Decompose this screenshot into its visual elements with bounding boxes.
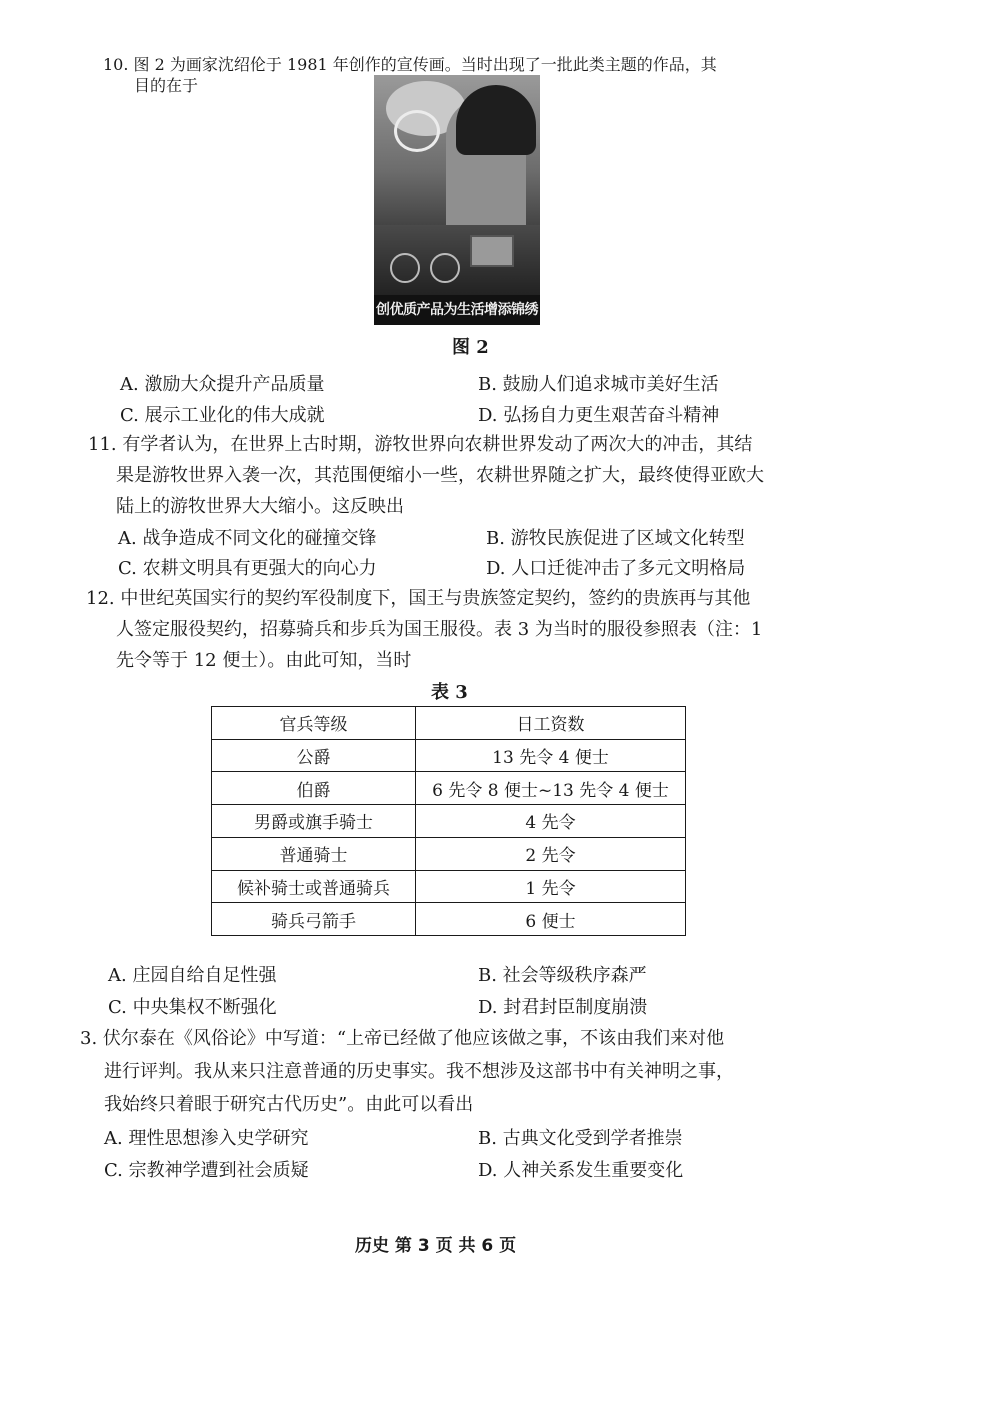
q10-option-d: D. 弘扬自力更生艰苦奋斗精神: [478, 405, 720, 426]
table-row: [212, 903, 686, 936]
table-row: [212, 805, 686, 838]
q10-stem-line2: 目的在于: [134, 76, 199, 95]
q10-option-a: A. 激励大众提升产品质量: [120, 374, 325, 395]
service-pay-table: [211, 706, 686, 936]
q10-option-b: B. 鼓励人们追求城市美好生活: [478, 374, 719, 395]
q12-stem-line2: 人签定服役契约，招募骑兵和步兵为国王服役。表 3 为当时的服役参照表（注：1: [116, 619, 763, 640]
poster-bicycle-wheel: [390, 253, 420, 283]
table-row: [212, 772, 686, 805]
poster-caption: 创优质产品为生活增添锦绣: [374, 295, 540, 325]
table-row: [212, 837, 686, 870]
q13-stem-line1: 3. 伏尔泰在《风俗论》中写道：“上帝已经做了他应该做之事，不该由我们来对他: [80, 1028, 725, 1049]
propaganda-poster-image: [374, 75, 540, 325]
poster-woman-hair: [456, 85, 536, 155]
table-cell-rank: 伯爵: [212, 772, 416, 805]
table-cell-rank: 骑兵弓箭手: [212, 903, 416, 936]
q11-option-a: A. 战争造成不同文化的碰撞交锋: [118, 528, 377, 549]
q12-option-c: C. 中央集权不断强化: [108, 997, 277, 1018]
table-cell-rank: 候补骑士或普通骑兵: [212, 870, 416, 903]
q13-stem-line2: 进行评判。我从来只注意普通的历史事实。我不想涉及这部书中有关神明之事，: [104, 1061, 734, 1082]
table-cell-rank: 普通骑士: [212, 837, 416, 870]
q12-option-b: B. 社会等级秩序森严: [478, 965, 647, 986]
table-row: [212, 739, 686, 772]
table-cell-wage: 4 先令: [416, 805, 686, 838]
q11-stem-line2: 果是游牧世界入袭一次，其范围便缩小一些，农耕世界随之扩大，最终使得亚欧大: [116, 465, 764, 486]
table-cell-wage: 1 先令: [416, 870, 686, 903]
poster-television: [470, 235, 514, 267]
table-cell-rank: 男爵或旗手骑士: [212, 805, 416, 838]
q11-stem-line1: 11. 有学者认为，在世界上古时期，游牧世界向农耕世界发动了两次大的冲击，其结: [88, 434, 753, 455]
header-daily-wage: 日工资数: [416, 707, 686, 740]
q10-stem-line1: 10. 图 2 为画家沈绍伦于 1981 年创作的宣传画。当时出现了一批此类主题的作品，其: [103, 55, 717, 74]
q12-stem-line1: 12. 中世纪英国实行的契约军役制度下，国王与贵族签定契约，签约的贵族再与其他: [86, 588, 751, 609]
q12-stem-line3: 先令等于 12 便士）。由此可知，当时: [116, 650, 412, 671]
q12-option-a: A. 庄园自给自足性强: [108, 965, 277, 986]
table-label: 表 3: [431, 682, 468, 703]
poster-soap-bubble: [394, 110, 440, 152]
table-cell-wage: 13 先令 4 便士: [416, 739, 686, 772]
page-footer: 历史 第 3 页 共 6 页: [355, 1236, 517, 1256]
table-row: [212, 870, 686, 903]
figure-label: 图 2: [452, 337, 489, 358]
table-cell-rank: 公爵: [212, 739, 416, 772]
poster-bicycle-wheel: [430, 253, 460, 283]
table-cell-wage: 2 先令: [416, 837, 686, 870]
q11-stem-line3: 陆上的游牧世界大大缩小。这反映出: [116, 496, 404, 517]
table-header-row: [212, 707, 686, 740]
table-cell-wage: 6 便士: [416, 903, 686, 936]
q10-option-c: C. 展示工业化的伟大成就: [120, 405, 325, 426]
q13-option-d: D. 人神关系发生重要变化: [478, 1160, 684, 1181]
q13-option-c: C. 宗教神学遭到社会质疑: [104, 1160, 309, 1181]
header-rank: 官兵等级: [212, 707, 416, 740]
q11-option-d: D. 人口迁徙冲击了多元文明格局: [486, 558, 746, 579]
q13-option-b: B. 古典文化受到学者推崇: [478, 1128, 683, 1149]
q11-option-b: B. 游牧民族促进了区域文化转型: [486, 528, 745, 549]
q12-option-d: D. 封君封臣制度崩溃: [478, 997, 648, 1018]
q13-option-a: A. 理性思想渗入史学研究: [104, 1128, 309, 1149]
q11-option-c: C. 农耕文明具有更强大的向心力: [118, 558, 377, 579]
table-cell-wage: 6 先令 8 便士~13 先令 4 便士: [416, 772, 686, 805]
q13-stem-line3: 我始终只着眼于研究古代历史”。由此可以看出: [104, 1094, 474, 1115]
